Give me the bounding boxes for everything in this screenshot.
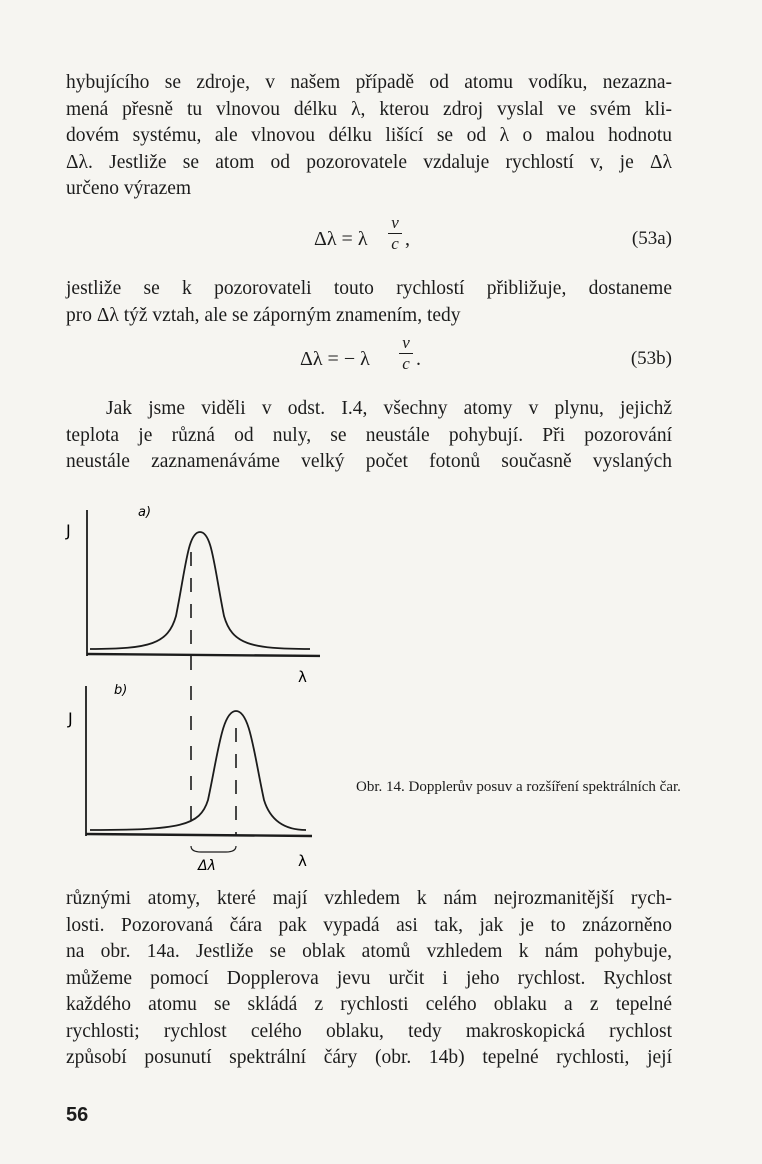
shift-label: Δλ <box>198 858 216 874</box>
equation-punctuation: . <box>416 348 421 370</box>
fraction-numerator: v <box>402 333 410 352</box>
shift-brace <box>191 846 236 852</box>
fraction-denominator: c <box>402 354 410 373</box>
text-line: mená přesně tu vlnovou délku λ, kterou zdroj vyslal ve svém kli- <box>66 98 672 120</box>
panel-a-label: a) <box>138 505 152 520</box>
equation-fraction <box>399 334 413 373</box>
panel-b-label: b) <box>114 683 128 698</box>
text-line: můžeme pomocí Dopplerova jevu určit i jeho rychlost. Rychlost <box>66 967 672 989</box>
text-line: způsobí posunutí spektrální čáry (obr. 14b) tepelné rychlosti, její <box>66 1047 672 1068</box>
paragraph-intro <box>66 70 672 203</box>
paragraph-atoms <box>66 396 672 476</box>
text-line: hybujícího se zdroje, v našem případě od atomu vodíku, nezazna- <box>66 72 672 93</box>
text-line: každého atomu se skládá z rychlosti celého oblaku a z tepelné <box>66 994 672 1015</box>
text-line: teplota je různá od nuly, se neustále pohybují. Při pozorování <box>66 424 672 446</box>
spectral-line-profile-a <box>90 532 310 649</box>
equation-lhs: Δλ = − λ <box>300 348 370 370</box>
page-number: 56 <box>66 1104 89 1126</box>
text-line: jestliže se k pozorovateli touto rychlostí přibližuje, dostaneme <box>66 278 672 299</box>
x-axis-label-a: λ <box>298 668 307 686</box>
equation-punctuation: , <box>405 228 410 250</box>
fraction-numerator: v <box>391 213 399 232</box>
figure-caption: Obr. 14. Dopplerův posuv a rozšíření spektrálních čar. <box>356 779 681 795</box>
text-line: pro Δλ týž vztah, ale se záporným znamením, tedy <box>66 304 461 326</box>
equation-number: (53a) <box>631 228 672 249</box>
doppler-diagram <box>60 496 320 876</box>
x-axis-b <box>86 834 312 836</box>
fraction-denominator: c <box>391 234 399 253</box>
text-line: neustále zaznamenáváme velký počet fotonů současně vyslaných <box>66 451 672 472</box>
equation-lhs: Δλ = λ <box>314 228 368 250</box>
x-axis-a <box>87 654 320 656</box>
x-axis-label-b: λ <box>298 852 307 870</box>
y-axis-label-a: J <box>66 521 71 540</box>
paragraph-approach <box>66 276 672 329</box>
text-line: určeno výrazem <box>66 178 192 199</box>
text-line: rychlosti; rychlost celého oblaku, tedy makroskopická rychlost <box>66 1020 672 1042</box>
equation-53b <box>66 334 672 390</box>
y-axis-label-b: J <box>68 709 73 728</box>
paragraph-cloud <box>66 886 672 1072</box>
figure-14 <box>60 496 320 876</box>
spectral-line-profile-b <box>90 711 306 830</box>
equation-number: (53b) <box>630 348 672 369</box>
text-line: na obr. 14a. Jestliže se oblak atomů vzhledem k nám pohybuje, <box>66 941 672 962</box>
text-line: Jak jsme viděli v odst. I.4, všechny atomy v plynu, jejichž <box>106 398 672 419</box>
text-line: losti. Pozorovaná čára pak vypadá asi tak, jak je to znázorněno <box>66 914 672 936</box>
text-line: dovém systému, ale vlnovou délku lišící se od λ o malou hodnotu <box>66 125 672 146</box>
text-line: Δλ. Jestliže se atom od pozorovatele vzdaluje rychlostí v, je Δλ <box>66 151 672 173</box>
text-line: různými atomy, které mají vzhledem k nám nejrozmanitější rych- <box>66 888 672 909</box>
equation-fraction <box>388 214 402 253</box>
equation-53a <box>66 214 672 270</box>
